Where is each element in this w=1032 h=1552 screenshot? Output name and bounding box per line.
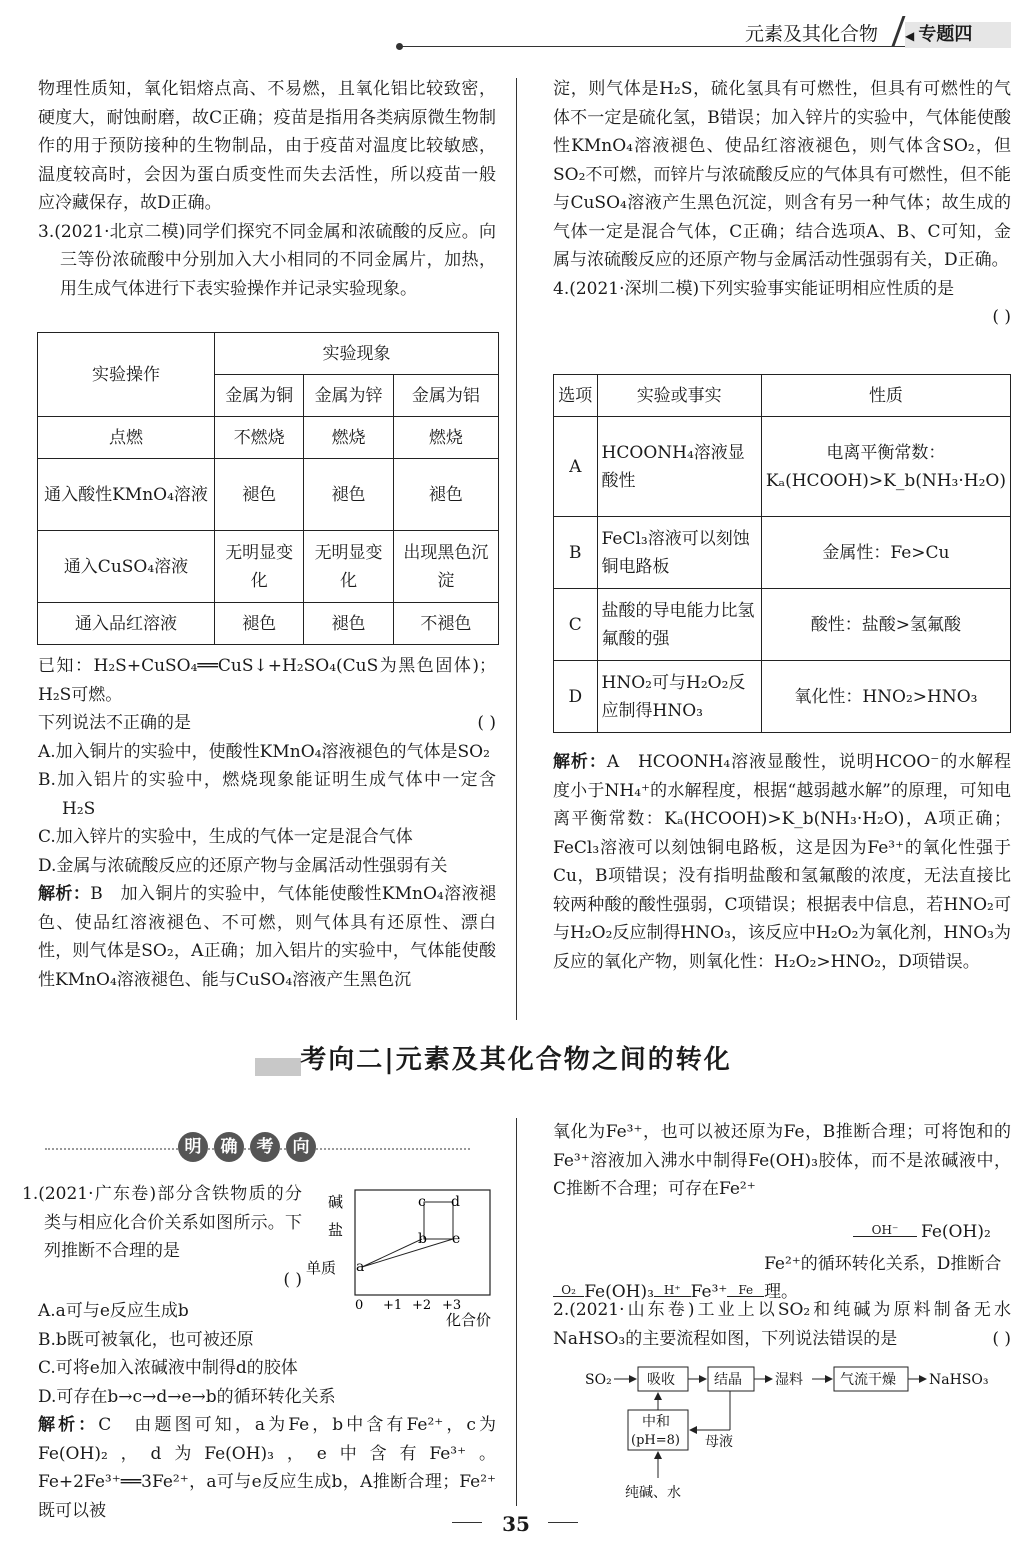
point-b: b xyxy=(418,1231,427,1247)
analysis-continued: 氧化为Fe³⁺，也可以被还原为Fe，B推断合理；可将饱和的Fe³⁺溶液加入沸水中制得Fe(OH)₃胶体，而不是浓碱液中，C推断不合理；可存在Fe²⁺ xyxy=(553,1122,1011,1199)
th-fact: 实验或事实 xyxy=(597,375,761,417)
analysis: 解析：C 由题图可知，a为Fe，b中含有Fe²⁺，c为Fe(OH)₂，d为Fe(OH)₃，e中含有Fe³⁺。Fe+2Fe³⁺══3Fe²⁺，a可与e反应生成b，A推断合理；Fe²⁺既可以被 xyxy=(38,1415,497,1521)
analysis-text: A HCOONH₄溶液显酸性，说明HCOO⁻的水解程度小于NH₄⁺的水解程度，根据“越弱越水解”的原理，可知电离平衡常数：Kₐ(HCOOH)>K_b(NH₃·H₂O)，A项正确；FeCl₃溶液可以刻蚀铜电路板，这是因为Fe³⁺的氧化性强于Cu，B项错误；没有指明盐酸和氢氟酸的浓度，无法直接比较两种酸的酸性强弱，C项错误；根据表中信息，若HNO₂可与H₂O₂反应制得HNO₃，该反应中H₂O₂为氧化剂，HNO₃为反应的氧化产物，则氧化性：H₂O₂>HNO₂，D项错误。 xyxy=(553,752,1012,972)
table-cell: 燃烧 xyxy=(393,417,498,459)
x-tick: +1 xyxy=(383,1298,403,1313)
fe-oh2: Fe(OH)₂ xyxy=(921,1222,991,1242)
y-label-element: 单质 xyxy=(306,1259,337,1277)
question-1-stem-block xyxy=(22,1180,302,1294)
box-dry: 气流干燥 xyxy=(840,1372,896,1388)
th-phenomenon: 实验现象 xyxy=(215,333,499,375)
left-column-q3-options xyxy=(38,652,496,994)
table-cell: D xyxy=(554,661,598,733)
table-cell: 无明显变化 xyxy=(304,531,393,603)
th-al: 金属为铝 xyxy=(393,375,498,417)
table-cell: 点燃 xyxy=(38,417,215,459)
question-4-stem: 4.(2021·深圳二模)下列实验事实能证明相应性质的是 xyxy=(553,278,955,299)
x-axis-label: 化合价 xyxy=(446,1311,492,1329)
table-cell: 通入CuSO₄溶液 xyxy=(38,531,215,603)
property-table xyxy=(553,374,1011,733)
answer-paren: ( ) xyxy=(477,713,496,733)
table-cell: 通入品红溶液 xyxy=(38,603,215,645)
y-label-salt: 盐 xyxy=(328,1221,344,1239)
fe3: Fe³⁺ xyxy=(690,1282,728,1302)
left-column-top xyxy=(38,75,496,303)
table-cell: 无明显变化 xyxy=(215,531,304,603)
known-info: 已知：H₂S+CuSO₄══CuS↓+H₂SO₄(CuS为黑色固体)；H₂S可燃。 xyxy=(38,656,496,705)
analysis-label: 解析： xyxy=(553,752,607,772)
question-3-stem: 3.(2021·北京二模)同学们探究不同金属和浓硫酸的反应。向三等份浓硫酸中分别加入大小相同的不同金属片，加热，用生成气体进行下表实验操作并记录实验现象。 xyxy=(38,221,496,299)
table-cell: 褪色 xyxy=(304,459,393,531)
table-cell: HCOONH₄溶液显酸性 xyxy=(597,417,761,517)
x-tick: +3 xyxy=(442,1298,462,1313)
point-c: c xyxy=(418,1194,426,1210)
process-flowchart xyxy=(580,1360,1000,1505)
table-cell: 出现黑色沉淀 xyxy=(393,531,498,603)
question-1-options xyxy=(38,1297,496,1525)
th-operation: 实验操作 xyxy=(38,333,215,417)
header-tag: ◀ 专题四 xyxy=(905,22,1011,48)
analysis: 解析：B 加入铜片的实验中，气体能使酸性KMnO₄溶液褪色、使品红溶液褪色、不可燃，则气体具有还原性、漂白性，则气体是SO₂，A正确；加入铝片的实验中，气体能使酸性KMnO₄溶液褪色、能与CuSO₄溶液产生黑色沉 xyxy=(38,884,496,990)
answer-paren: ( ) xyxy=(992,307,1011,327)
y-label-base: 碱 xyxy=(328,1193,344,1211)
arrow-o2: O₂ xyxy=(553,1284,584,1297)
arrow-oh: OH⁻ xyxy=(853,1224,917,1237)
table-cell: 不褪色 xyxy=(393,603,498,645)
table-cell: C xyxy=(554,589,598,661)
header-separator xyxy=(892,16,906,46)
th-cu: 金属为铜 xyxy=(215,375,304,417)
header-title: 元素及其化合物 xyxy=(745,23,879,45)
option-c: C.加入锌片的实验中，生成的气体一定是混合气体 xyxy=(38,827,413,847)
table-cell: 不燃烧 xyxy=(215,417,304,459)
th-zn: 金属为锌 xyxy=(304,375,393,417)
right-column-top xyxy=(553,75,1011,332)
table-cell: A xyxy=(554,417,598,517)
point-a: a xyxy=(356,1259,365,1275)
table-cell: 燃烧 xyxy=(304,417,393,459)
x-tick: +2 xyxy=(412,1298,432,1313)
option-b: B.加入铝片的实验中，燃烧现象能证明生成气体中一定含H₂S xyxy=(38,770,496,819)
label-mother: 母液 xyxy=(705,1434,733,1450)
column-divider xyxy=(516,78,517,1020)
table-cell: 褪色 xyxy=(215,603,304,645)
page-number: 35 xyxy=(502,1512,530,1536)
box-absorb: 吸收 xyxy=(647,1372,675,1388)
option-d: D.可存在b→c→d→e→b的循环转化关系 xyxy=(38,1386,336,1407)
table-cell: 褪色 xyxy=(304,603,393,645)
option-b: B.b既可被氧化，也可被还原 xyxy=(38,1329,254,1350)
badge-mingque-kaoxiang: 明 确 考 向 xyxy=(178,1132,328,1166)
right-bottom-analysis xyxy=(553,1118,1011,1204)
label-so2: SO₂ xyxy=(585,1372,612,1388)
th-property: 性质 xyxy=(761,375,1010,417)
box-ph: (pH=8) xyxy=(631,1433,680,1448)
arrow-h: H⁺ xyxy=(654,1284,691,1297)
experiment-table xyxy=(37,332,499,645)
x-tick: 0 xyxy=(355,1298,364,1313)
option-a: A.a可与e反应生成b xyxy=(38,1301,189,1321)
question-2-stem: 2.(2021·山东卷)工业上以SO₂和纯碱为原料制备无水NaHSO₃的主要流程如图，下列说法错误的是 xyxy=(553,1300,1011,1349)
table-cell: 褪色 xyxy=(393,459,498,531)
table-cell: 褪色 xyxy=(215,459,304,531)
question-2-block xyxy=(553,1296,1011,1353)
table-cell: 氧化性：HNO₂>HNO₃ xyxy=(761,661,1010,733)
answer-paren: ( ) xyxy=(992,1328,1011,1349)
right-analysis xyxy=(553,748,1011,976)
answer-paren: ( ) xyxy=(283,1269,302,1290)
fe2-end: Fe²⁺的循环转化关系，D推断合理。 xyxy=(764,1254,1002,1302)
table-cell: 金属性：Fe>Cu xyxy=(761,517,1010,589)
option-c: C.可将e加入浓碱液中制得d的胶体 xyxy=(38,1358,298,1378)
arrow-fe: Fe xyxy=(727,1284,764,1297)
table-cell: B xyxy=(554,517,598,589)
th-option: 选项 xyxy=(554,375,598,417)
table-cell: FeCl₃溶液可以刻蚀铜电路板 xyxy=(597,517,761,589)
table-cell: 电离平衡常数：Kₐ(HCOOH)>K_b(NH₃·H₂O) xyxy=(761,417,1010,517)
table-cell: 通入酸性KMnO₄溶液 xyxy=(38,459,215,531)
continued-text: 物理性质知，氧化铝熔点高、不易燃，且氧化铝比较致密，硬度大，耐蚀耐磨，故C正确；疫苗是指用各类病原微生物制作的用于预防接种的生物制品，由于疫苗对温度比较敏感，温度较高时，会因为蛋白质变性而失去活性，所以疫苗一般应冷藏保存，故D正确。 xyxy=(38,79,496,213)
label-product: NaHSO₃ xyxy=(929,1372,989,1388)
question-ask: 下列说法不正确的是 ( ) xyxy=(38,709,496,738)
option-a: A.加入铜片的实验中，使酸性KMnO₄溶液褪色的气体是SO₂ xyxy=(38,741,490,762)
section-title: 考向二|元素及其化合物之间的转化 xyxy=(300,1045,732,1075)
cycle-equation xyxy=(553,1218,1013,1306)
label-wet: 湿料 xyxy=(775,1372,803,1388)
point-e: e xyxy=(452,1231,461,1247)
box-neutral: 中和 xyxy=(642,1414,670,1430)
label-input: 纯碱、水 xyxy=(625,1485,681,1501)
table-cell: 酸性：盐酸>氢氟酸 xyxy=(761,589,1010,661)
table-cell: HNO₂可与H₂O₂反应制得HNO₃ xyxy=(597,661,761,733)
option-d: D.金属与浓硫酸反应的还原产物与金属活动性强弱有关 xyxy=(38,855,448,876)
box-crystal: 结晶 xyxy=(714,1372,742,1388)
column-divider-lower xyxy=(516,1118,517,1506)
fe-oh3: Fe(OH)₃ xyxy=(584,1282,654,1302)
point-d: d xyxy=(451,1194,460,1210)
continued-analysis: 淀，则气体是H₂S，硫化氢具有可燃性，但具有可燃性的气体不一定是硫化氢，B错误；加入锌片的实验中，气体能使酸性KMnO₄溶液褪色、使品红溶液褪色，则气体含SO₂，但SO₂不可燃，而锌片与浓硫酸反应的气体具有可燃性，但不能与CuSO₄溶液产生黑色沉淀，则含有另一种气体；故生成的气体一定是混合气体，C正确；结合选项A、B、C可知，金属与浓硫酸反应的还原产物与金属活动性强弱有关，D正确。 xyxy=(553,79,1011,270)
question-1-stem: 1.(2021·广东卷)部分含铁物质的分类与相应化合价关系如图所示。下列推断不合理的是 xyxy=(22,1184,302,1261)
table-cell: 盐酸的导电能力比氢氟酸的强 xyxy=(597,589,761,661)
